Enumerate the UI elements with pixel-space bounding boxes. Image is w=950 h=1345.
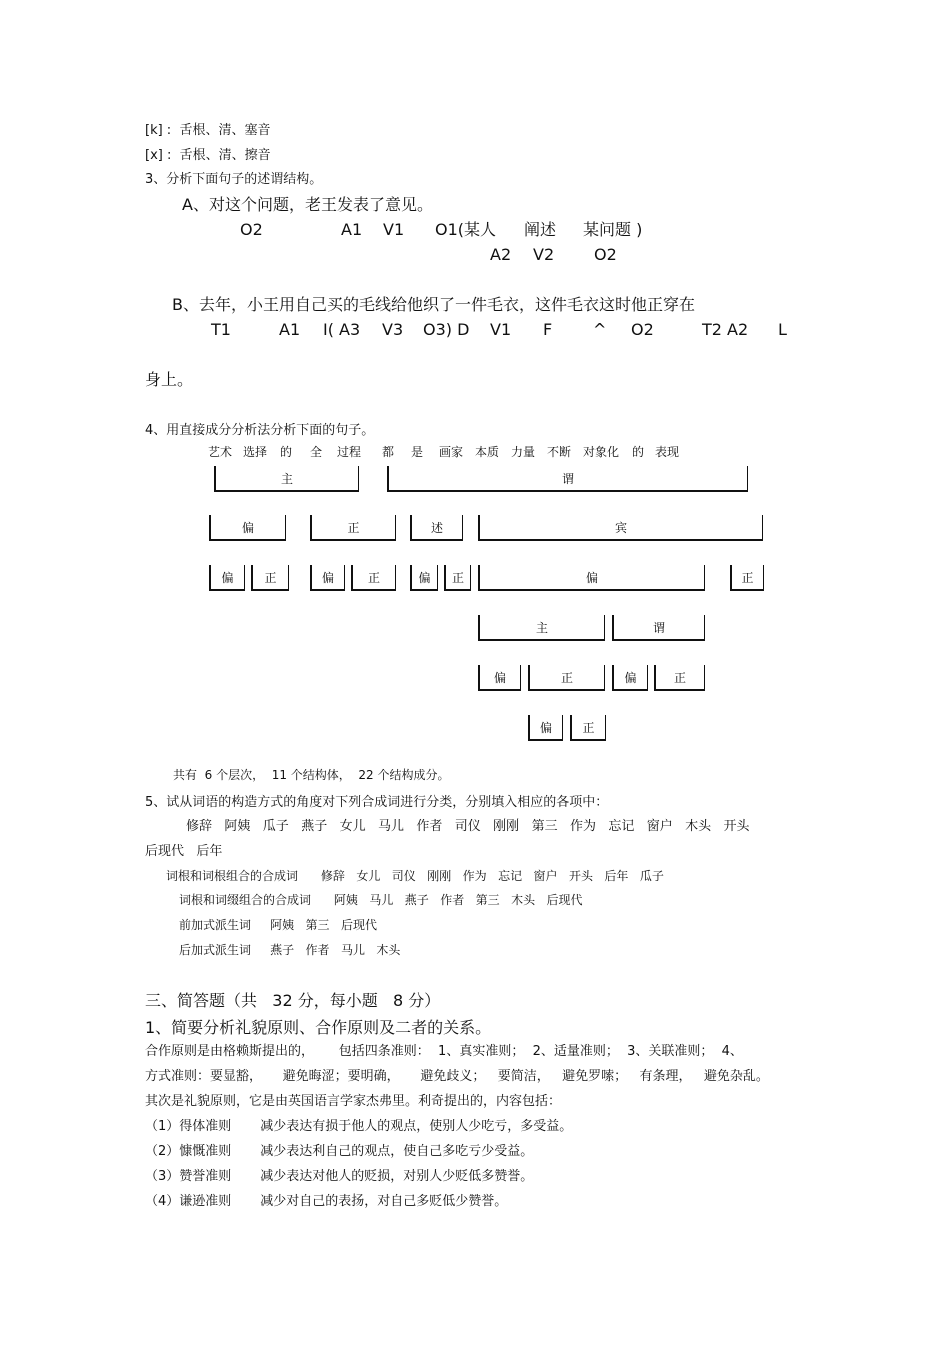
ic-box-modifier: 偏 [310,565,345,591]
q5-words-line2: 后现代 后年 [145,844,223,859]
q3-b-tag: A1 [279,320,301,339]
ic-box-subject: 主 [478,615,605,641]
q4-word: 是 [411,445,424,459]
ic-box-predicate: 谓 [387,466,748,492]
ic-box-head: 正 [730,565,764,591]
q4-word: 本质 [475,445,500,459]
q4-word: 选择 [243,445,268,459]
ic-box-head: 正 [351,565,396,591]
q3-a-tag2: O2 [594,245,617,264]
ic-box-head: 正 [444,565,471,591]
q4-word: 表现 [655,445,680,459]
q3-sentence-a: A、对这个问题，老王发表了意见。 [182,195,433,214]
q4-word: 过程 [337,445,362,459]
q3-b-tag: T1 [211,320,231,339]
q3-b-continuation: 身上。 [145,370,194,389]
q3-a-tag: 阐述 [524,220,557,239]
q3-heading: 3、分析下面句子的述谓结构。 [145,172,323,187]
q4-heading: 4、用直接成分分析法分析下面的句子。 [145,423,375,438]
q3-a-tag: O2 [240,220,263,239]
q3-b-tag: V1 [490,320,512,339]
q4-word: 力量 [511,445,536,459]
q4-word: 画家 [439,445,464,459]
q3-b-tag: O2 [631,320,654,339]
q5-category-prefix: 前加式派生词 阿姨 第三 后现代 [179,918,377,932]
q3-b-tag: V3 [382,320,404,339]
q3-b-tag: T2 A2 [702,320,749,339]
q4-word: 不断 [547,445,572,459]
q3-sentence-b: B、去年，小王用自己买的毛线给他织了一件毛衣，这件毛衣这时他正穿在 [172,295,695,314]
ic-box-object: 宾 [478,515,763,541]
ic-box-modifier: 偏 [209,515,286,541]
part3-paragraph: 合作原则是由格赖斯提出的， 包括四条准则： 1、真实准则； 2、适量准则； 3、关联准则； 4、 [145,1044,743,1059]
ic-box-modifier: 偏 [209,565,245,591]
part3-list-item: （1）得体准则 减少表达有损于他人的观点，使别人少吃亏，多受益。 [145,1119,573,1134]
ic-box-head: 正 [528,665,605,691]
q5-words-line1: 修辞 阿姨 瓜子 燕子 女儿 马儿 作者 司仪 刚刚 第三 作为 忘记 窗户 木头 开头 [186,819,750,834]
q5-heading: 5、试从词语的构造方式的角度对下列合成词进行分类，分别填入相应的各项中： [145,795,609,810]
q4-word: 都 [382,445,395,459]
q3-a-tag: 某问题 ) [583,220,643,239]
q4-word: 对象化 [583,445,620,459]
q3-b-tag: I( A3 [323,320,361,339]
ic-box-modifier: 偏 [478,565,705,591]
q4-word: 艺术 [208,445,233,459]
ic-box-head: 正 [570,715,606,741]
ic-box-predicate: 谓 [612,615,705,641]
part3-q1-heading: 1、简要分析礼貌原则、合作原则及二者的关系。 [145,1018,492,1037]
q4-word: 全 [310,445,323,459]
ic-box-modifier: 偏 [612,665,648,691]
part3-list-item: （4）谦逊准则 减少对自己的表扬，对自己多贬低少赞誉。 [145,1194,508,1209]
q3-b-tag: L [778,320,787,339]
q3-a-tag: O1(某人 [435,220,497,239]
q4-summary: 共有 6 个层次， 11 个结构体， 22 个结构成分。 [173,768,450,782]
part3-paragraph: 方式准则：要显豁， 避免晦涩；要明确， 避免歧义； 要简洁， 避免罗嗦； 有条理， 避免杂乱。 [145,1069,769,1084]
part3-paragraph: 其次是礼貌原则，它是由英国语言学家杰弗里。利奇提出的，内容包括： [145,1094,562,1109]
q3-a-tag2: V2 [533,245,555,264]
ic-box-modifier: 偏 [528,715,563,741]
ic-box-head: 正 [654,665,705,691]
ic-box-head: 正 [310,515,396,541]
q4-word: 的 [632,445,645,459]
q5-category-suffix: 后加式派生词 燕子 作者 马儿 木头 [179,943,401,957]
q3-b-tag: O3) D [423,320,470,339]
q3-a-tag: V1 [383,220,405,239]
q3-b-tag: ^ [593,320,607,339]
q3-a-tag: A1 [341,220,363,239]
q3-a-tag2: A2 [490,245,512,264]
q4-word: 的 [280,445,293,459]
ic-box-modifier: 偏 [478,665,521,691]
ic-box-modifier: 偏 [410,565,438,591]
phonetic-x-line: [x] : 舌根、清、擦音 [145,148,271,163]
part3-list-item: （2）慷慨准则 减少表达利自己的观点，使自己多吃亏少受益。 [145,1144,534,1159]
part3-heading: 三、简答题（共 32 分，每小题 8 分） [145,991,441,1010]
q5-category-compound-root: 词根和词根组合的合成词 修辞 女儿 司仪 刚刚 作为 忘记 窗户 开头 后年 瓜子 [166,869,664,883]
ic-box-verb: 述 [410,515,463,541]
q3-b-tag: F [543,320,553,339]
ic-box-subject: 主 [214,466,359,492]
part3-list-item: （3）赞誉准则 减少表达对他人的贬损，对别人少贬低多赞誉。 [145,1169,534,1184]
q5-category-root-affix: 词根和词缀组合的合成词 阿姨 马儿 燕子 作者 第三 木头 后现代 [179,893,583,907]
phonetic-k-line: [k] : 舌根、清、塞音 [145,123,271,138]
ic-box-head: 正 [251,565,289,591]
